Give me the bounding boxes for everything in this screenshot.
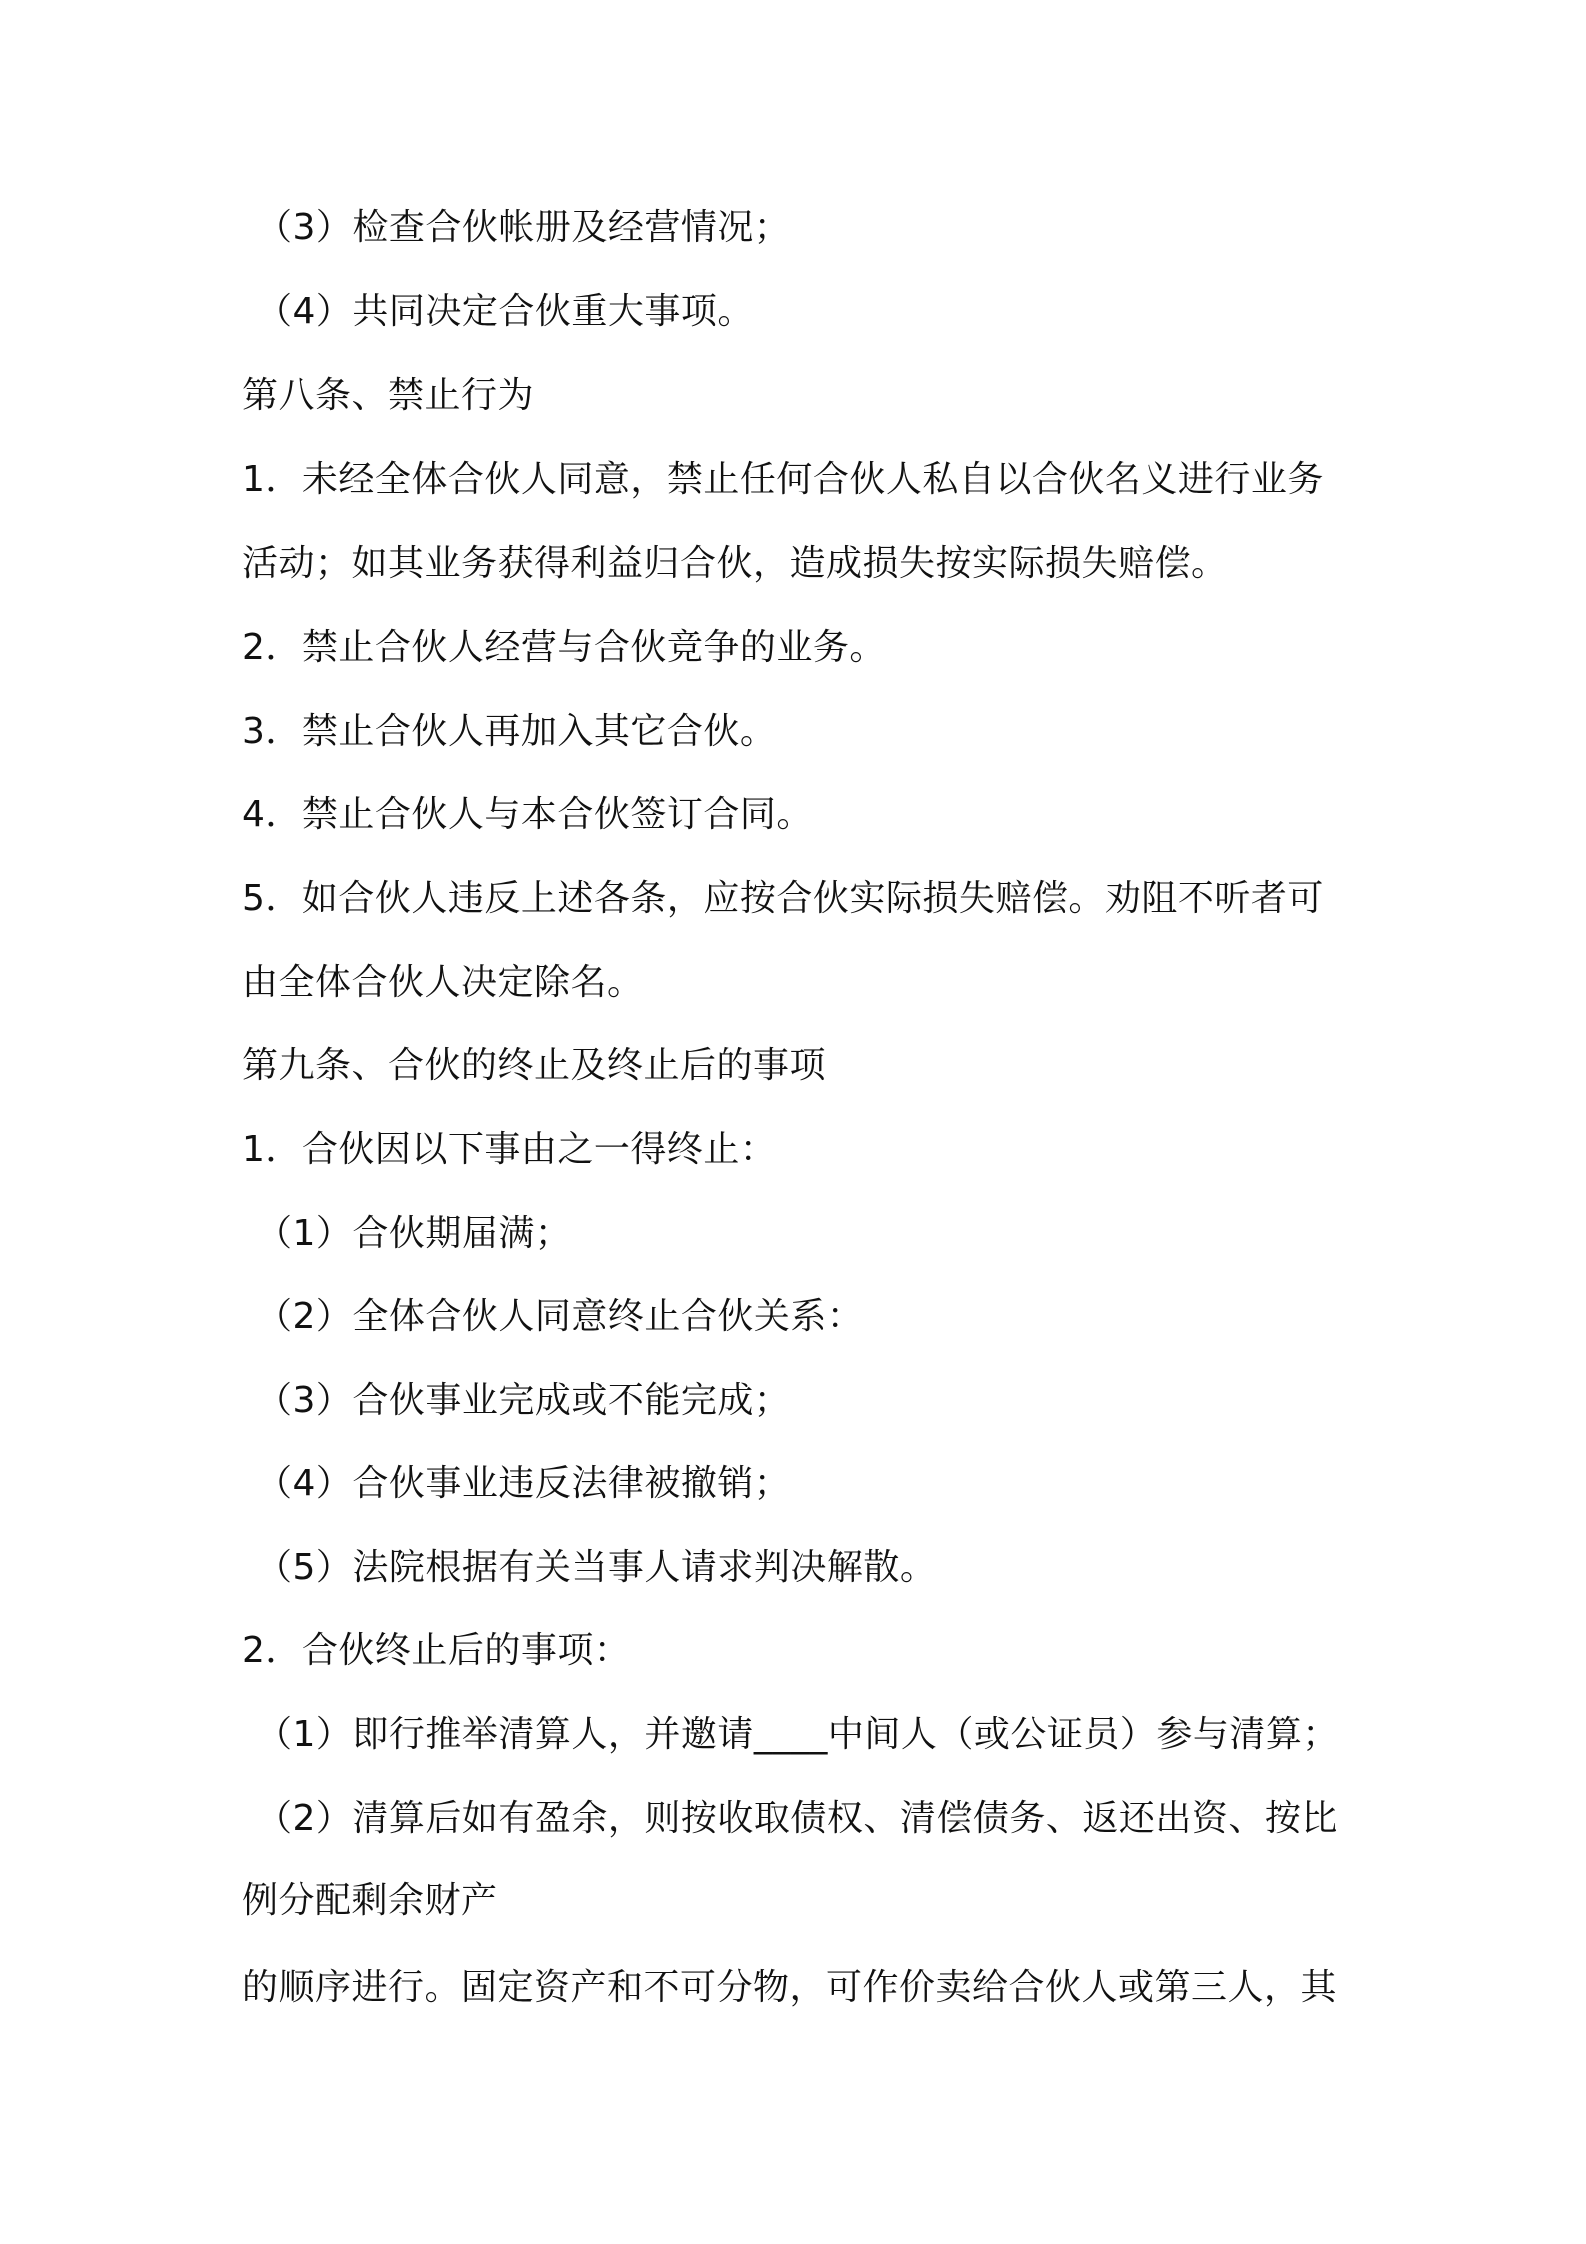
text-line: （4）合伙事业违反法律被撤销； (256, 1463, 791, 1504)
text-line: （3）检查合伙帐册及经营情况； (256, 207, 791, 248)
text-line: 1．合伙因以下事由之一得终止： (242, 1129, 777, 1170)
text-line: （1）即行推举清算人，并邀请____中间人（或公证员）参与清算； (256, 1714, 1339, 1755)
text-line: （5）法院根据有关当事人请求判决解散。 (256, 1547, 937, 1588)
text-line: 的顺序进行。固定资产和不可分物，可作价卖给合伙人或第三人，其 (242, 1967, 1338, 2008)
section-heading: 第八条、禁止行为 (242, 375, 535, 416)
text-line: （2）全体合伙人同意终止合伙关系： (256, 1296, 864, 1337)
text-line: 例分配剩余财产 (242, 1880, 498, 1921)
text-line: （2）清算后如有盈余，则按收取债权、清偿债务、返还出资、按比 (256, 1798, 1338, 1839)
text-line: 由全体合伙人决定除名。 (242, 962, 644, 1003)
text-line: 活动；如其业务获得利益归合伙，造成损失按实际损失赔偿。 (242, 543, 1228, 584)
text-line: 1．未经全体合伙人同意，禁止任何合伙人私自以合伙名义进行业务 (242, 459, 1324, 500)
text-line: 4．禁止合伙人与本合伙签订合同。 (242, 794, 813, 835)
text-line: （3）合伙事业完成或不能完成； (256, 1380, 791, 1421)
text-line: （1）合伙期届满； (256, 1213, 572, 1254)
text-line: 3．禁止合伙人再加入其它合伙。 (242, 711, 777, 752)
text-line: 2．合伙终止后的事项： (242, 1630, 631, 1671)
text-line: （4）共同决定合伙重大事项。 (256, 291, 754, 332)
section-heading: 第九条、合伙的终止及终止后的事项 (242, 1045, 827, 1086)
text-line: 2．禁止合伙人经营与合伙竞争的业务。 (242, 627, 886, 668)
text-line: 5．如合伙人违反上述各条，应按合伙实际损失赔偿。劝阻不听者可 (242, 878, 1324, 919)
